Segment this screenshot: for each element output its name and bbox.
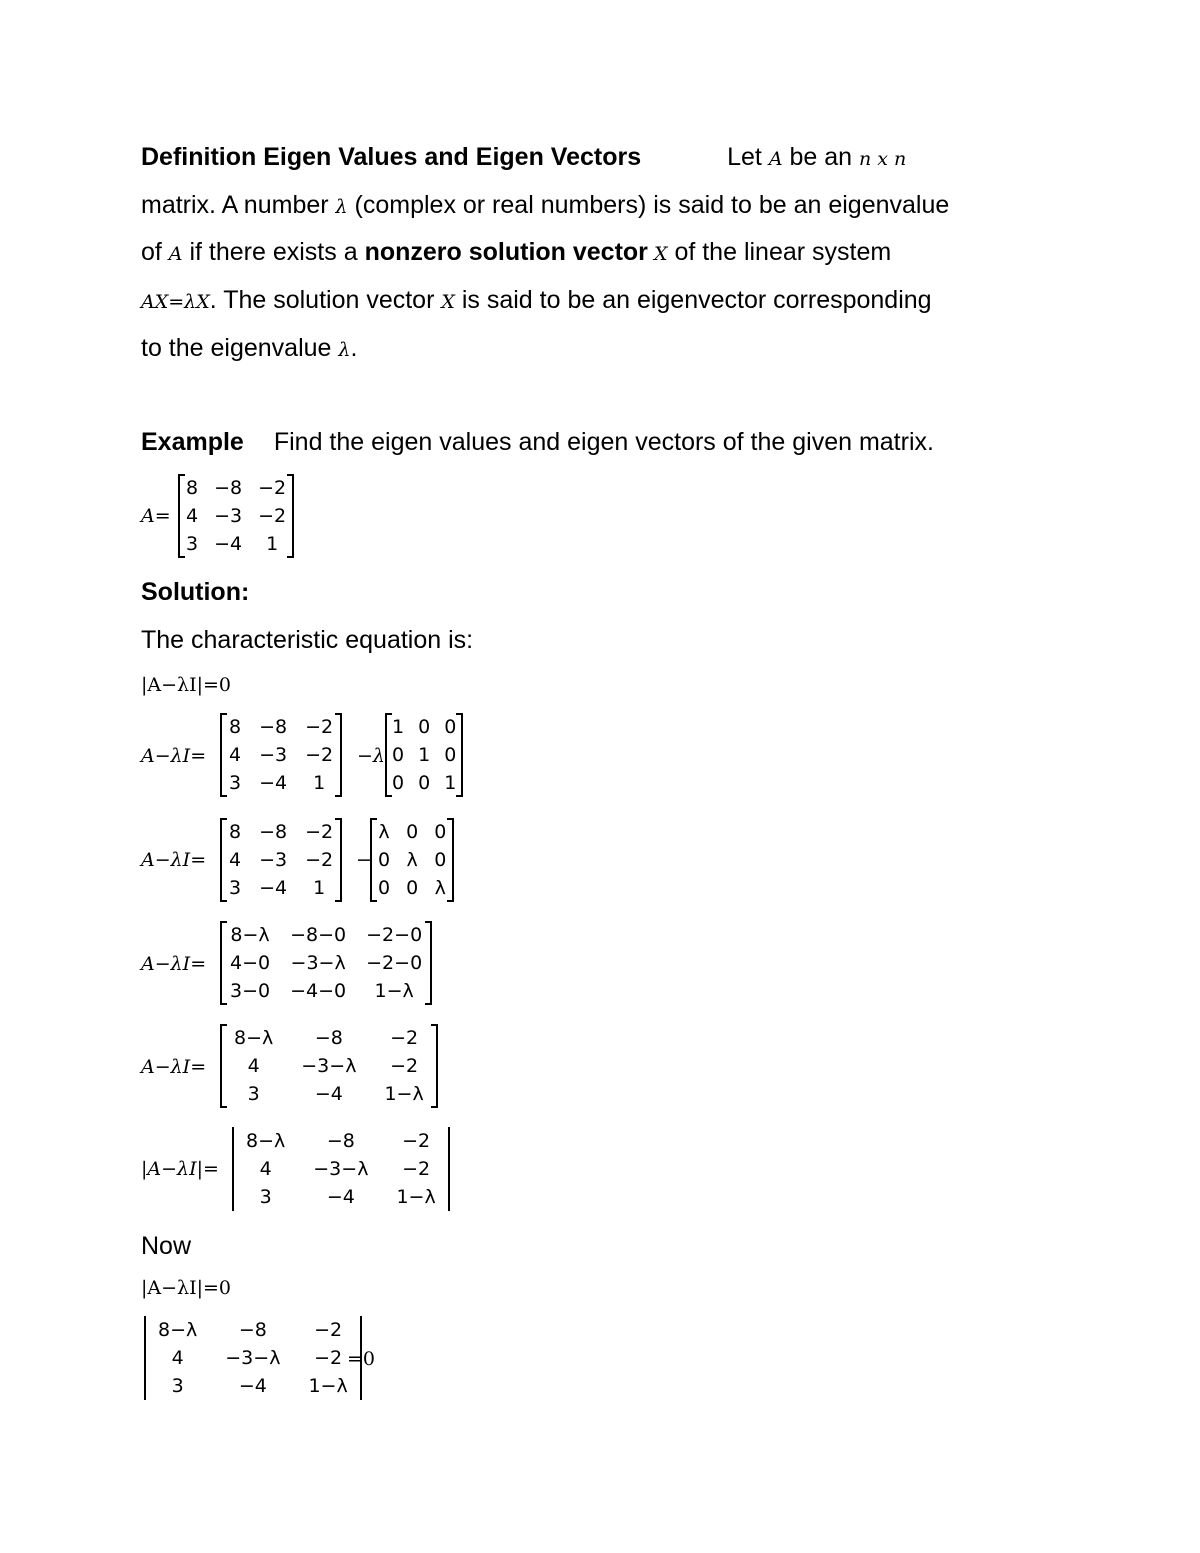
math-X: X (441, 291, 455, 313)
text: to the eigenvalue (141, 334, 339, 362)
matrix-cell: −8 (314, 1027, 343, 1049)
lhs-A-lambda-I: A−λI= (141, 1056, 207, 1078)
matrix-cell: −2 (390, 1055, 419, 1077)
matrix-cell: −2 (258, 477, 287, 499)
matrix-cell: −8 (214, 477, 243, 499)
matrix-cell: 1−λ (384, 1083, 424, 1105)
matrix-row (220, 874, 342, 902)
det-equation: |A−λI|=0 (141, 674, 231, 696)
matrix-row (220, 921, 432, 949)
definition-line-3 (141, 237, 891, 269)
definition-line-2 (141, 190, 949, 222)
matrix-row (232, 1183, 450, 1211)
math-lambda: λ (335, 196, 348, 218)
matrix-row (178, 474, 294, 502)
matrix-cell: −2 (305, 849, 334, 871)
matrix-row (220, 818, 342, 846)
matrix-cell: −2 (314, 1347, 343, 1369)
matrix-cell: 1 (444, 772, 457, 794)
matrix-cell: 0 (444, 744, 457, 766)
matrix-row (144, 1344, 362, 1372)
matrix-cell: 3−0 (230, 980, 271, 1002)
matrix-row (232, 1155, 450, 1183)
math-equation: AX=λX (141, 291, 210, 313)
definition-line-5 (141, 333, 357, 365)
text: if there exists a (182, 238, 365, 266)
matrix-cell: −2 (305, 821, 334, 843)
matrix-cell: −2 (390, 1027, 419, 1049)
matrix-row (144, 1316, 362, 1344)
matrix-row (220, 1024, 438, 1052)
matrix-cell: 0 (418, 772, 431, 794)
matrix-row (220, 769, 342, 797)
matrix-row (220, 949, 432, 977)
matrix-step4 (220, 1024, 438, 1108)
math-A: A (768, 148, 783, 170)
matrix-cell: 8−λ (234, 1027, 274, 1049)
matrix-cell: 1 (266, 533, 279, 555)
matrix-cell: −2 (305, 716, 334, 738)
matrix-cell: 1 (418, 744, 431, 766)
matrix-cell: 0 (392, 744, 405, 766)
matrix-cell: −2 (402, 1158, 431, 1180)
minus-sign: − (356, 849, 372, 871)
math-X: X (647, 243, 668, 265)
definition-heading: Definition Eigen Values and Eigen Vectors (141, 143, 642, 171)
text: Let (727, 143, 769, 171)
matrix-row (220, 1052, 438, 1080)
matrix-cell: 0 (392, 772, 405, 794)
now-label: Now (141, 1232, 192, 1260)
matrix-cell: −8 (326, 1130, 355, 1152)
lhs-A-lambda-I: A−λI= (141, 849, 207, 871)
matrix-cell: −2−0 (366, 952, 423, 974)
example-label: Example (141, 428, 244, 456)
matrix-row (220, 741, 342, 769)
lhs-det: |A−λI|= (141, 1158, 219, 1180)
lhs-A-lambda-I: A−λI= (141, 745, 207, 767)
matrix-cell: 3 (229, 772, 242, 794)
matrix-cell: −2 (258, 505, 287, 527)
matrix-cell: −2 (402, 1130, 431, 1152)
matrix-cell: −2−0 (366, 924, 423, 946)
matrix-cell: −3−λ (225, 1347, 281, 1369)
matrix-cell: 8−λ (246, 1130, 286, 1152)
matrix-cell: −3−λ (290, 952, 346, 974)
lhs-A-lambda-I: A−λI= (141, 953, 207, 975)
example-lhs: A= (141, 505, 171, 527)
matrix-row (220, 846, 342, 874)
matrix-cell: 4−0 (230, 952, 271, 974)
matrix-cell: 1 (313, 772, 326, 794)
text: of (141, 238, 169, 266)
definition-line-4 (141, 285, 932, 317)
matrix-cell: 4 (171, 1347, 184, 1369)
matrix-cell: −3 (259, 744, 288, 766)
matrix-cell: −3−λ (313, 1158, 369, 1180)
matrix-row (144, 1372, 362, 1400)
text: is said to be an eigenvector corresponding (454, 286, 932, 314)
matrix-cell: 0 (434, 849, 447, 871)
matrix-cell: −3 (214, 505, 243, 527)
matrix-row (178, 502, 294, 530)
matrix-row (220, 977, 432, 1005)
matrix-cell: 0 (444, 716, 457, 738)
matrix-cell: 4 (247, 1055, 260, 1077)
example-line (141, 427, 934, 457)
text: (complex or real numbers) is said to be an eigenvalue (347, 191, 950, 219)
text: . (350, 334, 358, 362)
matrix-row (220, 713, 342, 741)
text: matrix. A number (141, 191, 336, 219)
definition-line-1 (141, 142, 906, 174)
matrix-cell: 4 (259, 1158, 272, 1180)
matrix-cell: 3 (171, 1375, 184, 1397)
matrix-cell: 4 (186, 505, 199, 527)
example-matrix (178, 474, 294, 558)
matrix-cell: 1−λ (396, 1186, 436, 1208)
matrix-step3 (220, 921, 432, 1005)
matrix-cell: 0 (378, 849, 391, 871)
matrix-row (178, 530, 294, 558)
matrix-cell: −4 (238, 1375, 267, 1397)
matrix-A-step1 (220, 713, 342, 797)
matrix-cell: 1−λ (308, 1375, 348, 1397)
matrix-cell: 1 (313, 877, 326, 899)
matrix-cell: 4 (229, 849, 242, 871)
lambda-diagonal-matrix (370, 818, 454, 902)
matrix-cell: −8 (238, 1319, 267, 1341)
matrix-row (370, 846, 454, 874)
minus-lambda: −λ (357, 745, 385, 767)
matrix-cell: 0 (406, 821, 419, 843)
matrix-cell: −2 (305, 744, 334, 766)
example-text: Find the eigen values and eigen vectors of the given matrix. (273, 428, 934, 456)
solution-label: Solution: (141, 578, 250, 606)
matrix-cell: −4−0 (290, 980, 347, 1002)
matrix-row (220, 1080, 438, 1108)
matrix-cell: λ (378, 821, 390, 843)
equals-zero: =0 (347, 1348, 376, 1370)
matrix-cell: 0 (406, 877, 419, 899)
matrix-cell: −4 (214, 533, 243, 555)
matrix-row (385, 713, 463, 741)
matrix-cell: 8 (229, 821, 242, 843)
matrix-cell: −4 (259, 877, 288, 899)
matrix-cell: −4 (259, 772, 288, 794)
bold-term: nonzero solution vector (364, 238, 648, 266)
matrix-cell: 1 (392, 716, 405, 738)
matrix-cell: −4 (326, 1186, 355, 1208)
identity-matrix (385, 713, 463, 797)
matrix-cell: 0 (418, 716, 431, 738)
matrix-row (385, 769, 463, 797)
matrix-cell: −3 (259, 849, 288, 871)
text: be an (782, 143, 860, 171)
matrix-row (370, 874, 454, 902)
math-A: A (168, 243, 183, 265)
matrix-cell: 1−λ (374, 980, 414, 1002)
matrix-cell: λ (434, 877, 446, 899)
matrix-cell: λ (406, 849, 418, 871)
matrix-cell: 8 (229, 716, 242, 738)
matrix-cell: −2 (314, 1319, 343, 1341)
matrix-cell: 3 (259, 1186, 272, 1208)
matrix-cell: 3 (247, 1083, 260, 1105)
matrix-cell: 0 (434, 821, 447, 843)
det-equation-2: |A−λI|=0 (141, 1277, 231, 1299)
matrix-row (370, 818, 454, 846)
text: of the linear system (667, 238, 892, 266)
matrix-cell: −8−0 (290, 924, 347, 946)
matrix-A-step2 (220, 818, 342, 902)
math-lambda: λ (338, 339, 351, 361)
determinant-final (144, 1316, 362, 1400)
matrix-cell: 8 (186, 477, 199, 499)
determinant-step (232, 1127, 450, 1211)
matrix-cell: 4 (229, 744, 242, 766)
matrix-cell: 3 (229, 877, 242, 899)
matrix-row (385, 741, 463, 769)
matrix-cell: −3−λ (301, 1055, 357, 1077)
solution-intro: The characteristic equation is: (141, 626, 474, 654)
math-nxn: n x n (859, 148, 907, 170)
matrix-cell: 8−λ (230, 924, 270, 946)
matrix-cell: −4 (314, 1083, 343, 1105)
matrix-cell: 3 (186, 533, 199, 555)
matrix-cell: 0 (378, 877, 391, 899)
matrix-row (232, 1127, 450, 1155)
text: . The solution vector (209, 286, 442, 314)
matrix-cell: −8 (259, 821, 288, 843)
matrix-cell: −8 (259, 716, 288, 738)
matrix-cell: 8−λ (158, 1319, 198, 1341)
